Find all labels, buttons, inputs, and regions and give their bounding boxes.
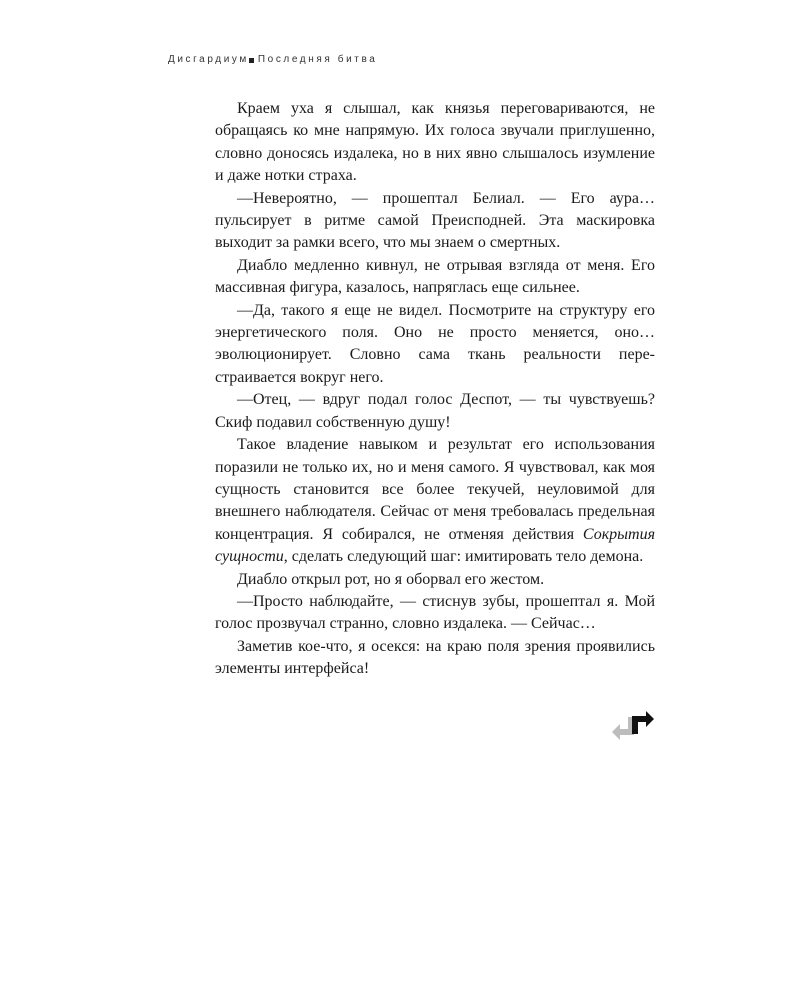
chapter-title: Последняя битва: [257, 54, 378, 65]
paragraph: —Отец, — вдруг подал голос Деспот, — ты чувствуешь? Скиф подавил собственную душу!: [215, 391, 655, 431]
arrow-back-icon[interactable]: [612, 717, 634, 740]
paragraph-text: Такое владение навыком и результат его использования поразили не только их, но и меня самого. Я чувствовал, как моя сущность становится все более текучей, неуловимой для внешнего наблюдателя. Сейчас от меня требовалась предельная концентрация. Я собирался, не отменяя действия: [215, 436, 655, 543]
paragraph: [215, 434, 655, 568]
body-text: [215, 98, 655, 681]
paragraph: —Да, такого я еще не видел. Посмотрите на структуру его энергетического поля. Оно не просто меняется, оно… эволюционирует. Словно сама ткань реальности перестраивается вокруг него.: [215, 301, 655, 386]
running-head: [168, 54, 377, 65]
paragraph: Диабло медленно кивнул, не отрывая взгляда от меня. Его массивная фигура, казалось, напряглась еще сильнее.: [215, 256, 655, 297]
nav-arrows-graphic: [610, 708, 658, 742]
paragraph: —Невероятно, — прошептал Белиал. — Его аура… пульсирует в ритме самой Преисподней. Эта маскировка выходит за рамки всего, что мы знаем о смертных.: [215, 189, 655, 252]
arrow-forward-icon[interactable]: [632, 711, 654, 734]
page-navigation: [610, 708, 658, 742]
paragraph: —Просто наблюдайте, — стиснув зубы, прошептал я. Мой голос прозвучал странно, словно издалека. — Сейчас…: [215, 592, 655, 633]
paragraph-text: , сделать следующий шаг: имитировать тело демона.: [283, 548, 644, 566]
paragraph: Заметив кое-что, я осекся: на краю поля зрения проявились элементы интерфейса!: [215, 637, 655, 678]
separator-square-icon: [249, 58, 254, 63]
paragraph: Краем уха я слышал, как князья переговариваются, не обращаясь ко мне напрямую. Их голоса звучали приглушенно, словно доносясь издалека, но в них явно слышалось изумление и даже нотки страха.: [215, 100, 655, 185]
paragraph: Диабло открыл рот, но я оборвал его жестом.: [237, 570, 545, 588]
skill-name: Сокрытия сущности: [215, 525, 655, 566]
book-title: Дисгардиум: [168, 54, 249, 65]
